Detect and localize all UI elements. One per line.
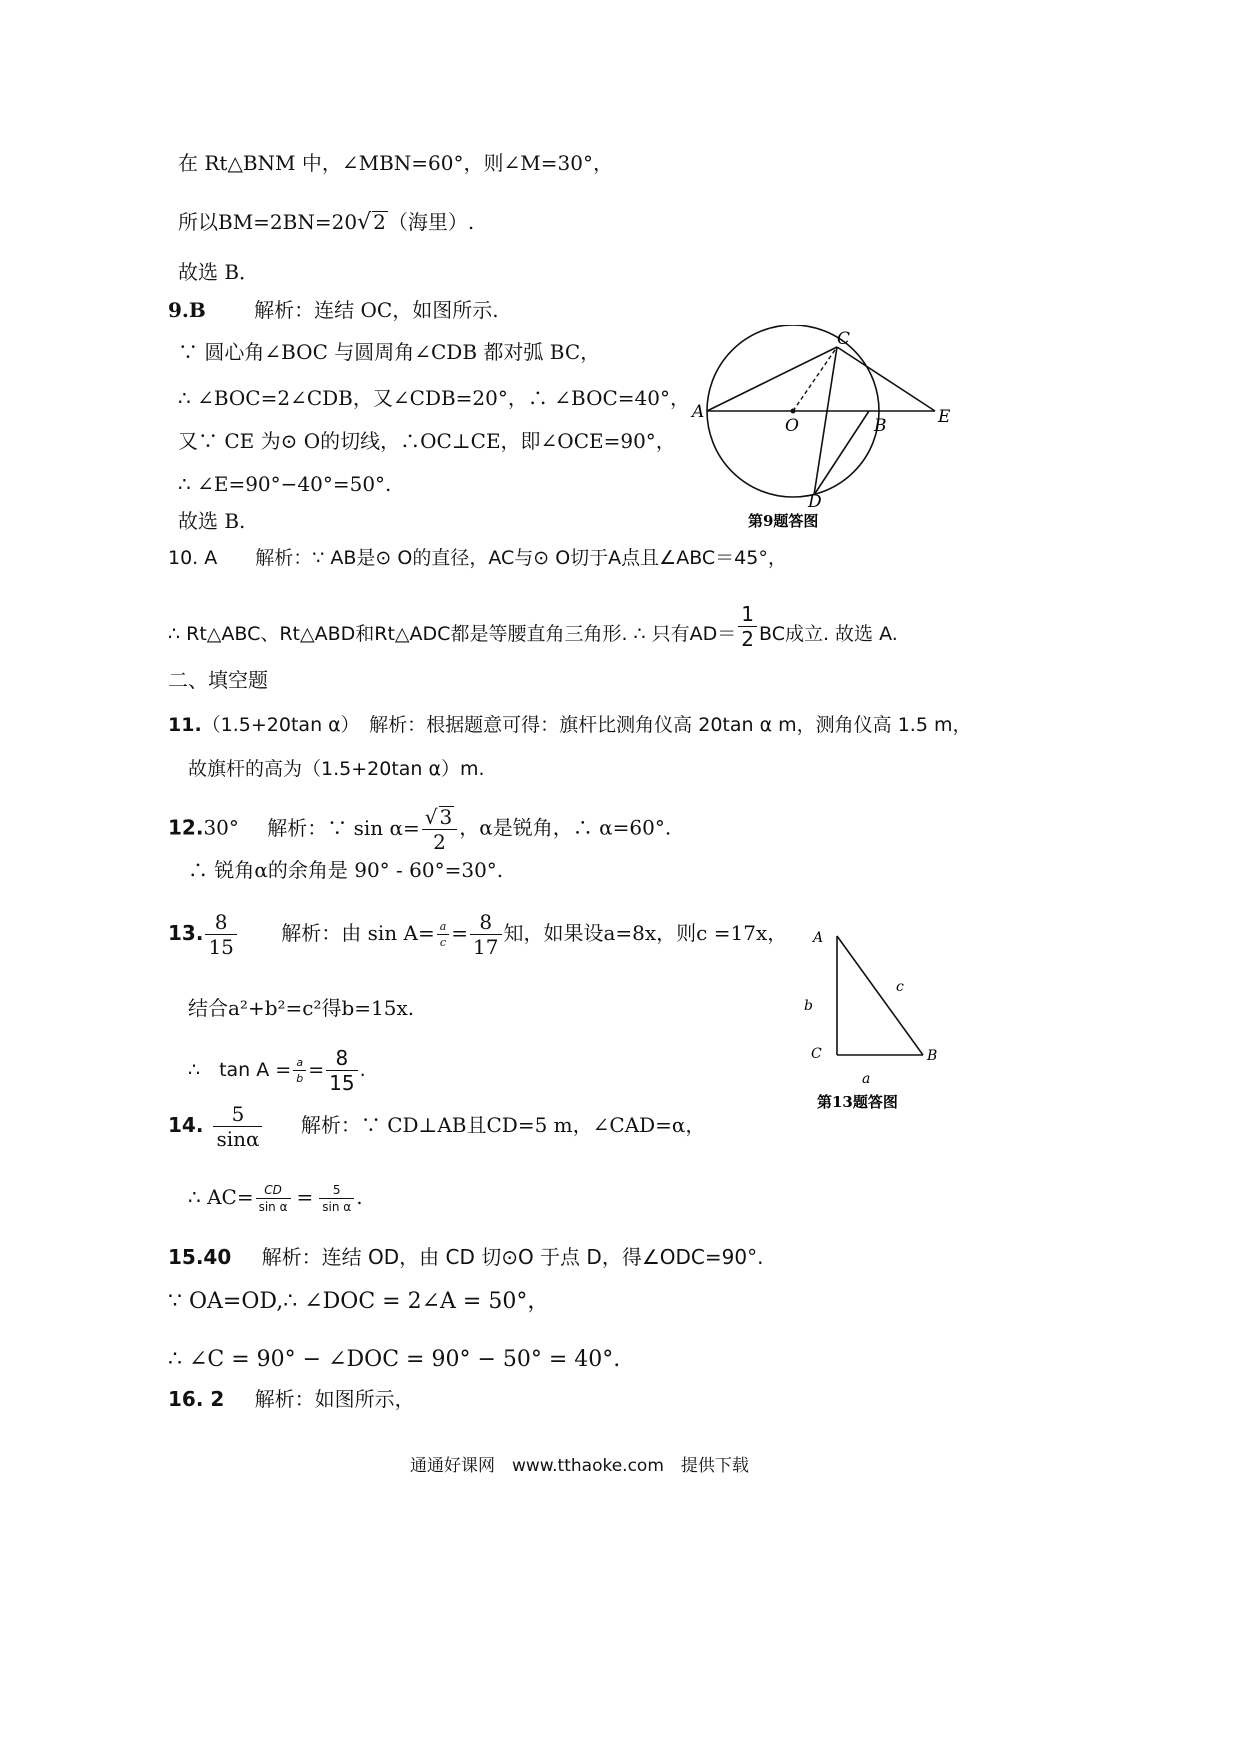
q13-figure (795, 920, 955, 1120)
q9-heading (168, 300, 499, 320)
q10-fraction (738, 604, 757, 649)
q9-line3: 又∵ CE 为⊙ O的切线，∴OC⊥CE，即∠OCE=90°， (178, 429, 676, 453)
q15-analysis: 解析：连结 OD，由 CD 切⊙O 于点 D，得∠ODC=90°. (261, 1245, 764, 1269)
q13-line3-num: 8 (326, 1048, 357, 1071)
q8-line2: 所以BM=2BN=20√ 2 （海里）. (178, 210, 475, 235)
q9-line1: ∵ 圆心角∠BOC 与圆周角∠CDB 都对弧 BC， (178, 340, 601, 364)
q16-number: 16. 2 (168, 1387, 225, 1411)
q8-line2-b: （海里）. (387, 210, 475, 234)
label-a-vertex: A (813, 930, 824, 946)
q10-line2 (168, 602, 898, 657)
center-point (791, 409, 796, 414)
q12-line2: ∴ 锐角α的余角是 90° - 60°=30°. (188, 858, 504, 882)
q13-line1 (168, 912, 787, 957)
label-e: E (938, 407, 951, 427)
q14-f2-den: sin α (322, 1200, 352, 1214)
q12-root: 3 (439, 805, 453, 829)
q15-number: 15.40 (168, 1245, 232, 1269)
section-title-fill-in: 二、填空题 (168, 668, 268, 692)
q12-number: 12. (168, 815, 204, 840)
q13-big-num: 8 (470, 912, 501, 935)
q10-line2-a: ∴ Rt△ABC、Rt△ABD和Rt△ADC都是等腰直角三角形. ∴ 只有AD＝ (168, 623, 737, 645)
q15-line2: ∵ OA=OD,∴ ∠DOC = 2∠A = 50°， (168, 1289, 550, 1314)
q13-analysis-a: 解析：由 sin A= (281, 921, 435, 945)
q11-text: （1.5+20tan α） 解析：根据题意可得：旗杆比测角仪高 20tan α m，测角仪高 1.5 m， (201, 714, 972, 736)
label-a: A (692, 402, 705, 422)
q13-line3-small-den: b (296, 1072, 304, 1085)
q9-line2: ∴ ∠BOC=2∠CDB，又∠CDB=20°，∴ ∠BOC=40°， (178, 386, 690, 410)
q15-line3: ∴ ∠C = 90° − ∠DOC = 90° − 50° = 40°. (168, 1347, 621, 1372)
q14-line2-a: ∴ AC= (188, 1185, 254, 1209)
q12-line1 (168, 806, 671, 852)
q14-number: 14. (168, 1113, 204, 1137)
q10-heading: 10. A 解析：∵ AB是⊙ O的直径，AC与⊙ O切于A点且∠ABC＝45°， (168, 547, 787, 569)
q13-big-fraction (470, 912, 501, 957)
q13-answer-num: 8 (205, 912, 236, 935)
q13-line2: 结合a²+b²=c²得b=15x. (188, 996, 415, 1020)
q14-answer-num: 5 (213, 1104, 262, 1127)
q13-figure-caption: 第13题答图 (817, 1093, 898, 1111)
q14-equals: = (296, 1185, 314, 1209)
q12-answer: 30° (203, 815, 239, 840)
label-side-b: b (804, 998, 813, 1014)
q14-answer-fraction (213, 1104, 262, 1149)
q8-line2-a: 所以BM=2BN=20 (178, 210, 358, 234)
q14-line1 (168, 1104, 705, 1149)
q11-number: 11. (168, 714, 202, 736)
q8-line1: 在 Rt△BNM 中，∠MBN=60°，则∠M=30°， (178, 151, 613, 175)
q14-analysis: 解析：∵ CD⊥AB且CD=5 m，∠CAD=α， (300, 1113, 706, 1137)
q14-answer-den: sinα (216, 1127, 260, 1151)
q9-figure-caption: 第9题答图 (748, 512, 819, 530)
q16-line1 (168, 1389, 415, 1409)
q11-line1 (168, 716, 971, 735)
q8-conclusion: 故选 B． (178, 260, 260, 284)
q13-small-fraction (437, 921, 450, 948)
q12-frac-den: 2 (433, 830, 446, 854)
q13-line3-den: 15 (329, 1071, 355, 1095)
label-b: B (874, 416, 887, 436)
q13-answer-den: 15 (208, 935, 234, 959)
q13-line3-fraction (326, 1048, 357, 1093)
page-footer: 通通好课网 www.tthaoke.com 提供下载 (410, 1456, 749, 1476)
label-side-c: c (896, 979, 904, 995)
q13-analysis-b: 知，如果设a=8x，则c =17x， (503, 921, 788, 945)
q10-frac-num: 1 (738, 604, 757, 627)
q13-line3: ∴ tan A = $\frac{a}{b}$ = $\frac{8}{15}$ . (188, 1046, 366, 1095)
q13-line3-small-fraction (293, 1057, 306, 1084)
q14-f2-num: 5 (319, 1184, 354, 1199)
q14-fraction-1 (256, 1184, 291, 1213)
q13-line3-a: ∴ tan A = (188, 1059, 292, 1081)
q9-conclusion: 故选 B. (178, 509, 246, 533)
label-c-vertex: C (811, 1046, 822, 1062)
q13-big-den: 17 (473, 935, 499, 959)
q13-equals: = (451, 921, 469, 945)
q14-line2 (188, 1184, 363, 1213)
q13-line3-small-num: a (293, 1057, 306, 1071)
q12-frac-num: √ 3 (422, 806, 457, 830)
q11-line2: 故旗杆的高为（1.5+20tan α）m. (188, 758, 485, 780)
q12-analysis-a: 解析：∵ sin α= (267, 815, 420, 840)
q9-figure (690, 325, 970, 535)
q13-line3-period: . (359, 1059, 366, 1081)
q10-line2-b: BC成立. 故选 A. (759, 623, 898, 645)
q12-fraction (422, 806, 457, 852)
label-b-vertex: B (927, 1048, 938, 1064)
q16-analysis: 解析：如图所示， (254, 1387, 415, 1411)
q14-f1-den: sin α (258, 1200, 288, 1214)
chord-cd (814, 347, 837, 495)
q9-answer: 9.B (168, 298, 206, 322)
q13-number: 13. (168, 921, 204, 945)
tangent-ce (837, 347, 935, 411)
q14-fraction-2 (319, 1184, 354, 1213)
q13-small-num: a (437, 921, 450, 935)
label-d: D (808, 492, 822, 512)
label-c: C (837, 329, 851, 349)
q14-period: . (356, 1185, 363, 1209)
q12-analysis-b: ，α是锐角，∴ α=60°. (459, 815, 672, 840)
label-side-a: a (862, 1071, 871, 1087)
q8-sqrt-value: 2 (373, 210, 386, 234)
side-c (837, 936, 923, 1055)
label-o: O (785, 416, 799, 436)
q13-answer-fraction (205, 912, 236, 957)
q10-frac-den: 2 (741, 627, 755, 651)
radius-oc (793, 347, 837, 411)
q13-small-den: c (439, 936, 447, 949)
q9-analysis: 解析：连结 OC，如图所示. (254, 298, 499, 322)
q9-line4: ∴ ∠E=90°−40°=50°. (178, 472, 392, 496)
q14-f1-num: CD (256, 1184, 291, 1199)
q15-line1 (168, 1247, 763, 1267)
